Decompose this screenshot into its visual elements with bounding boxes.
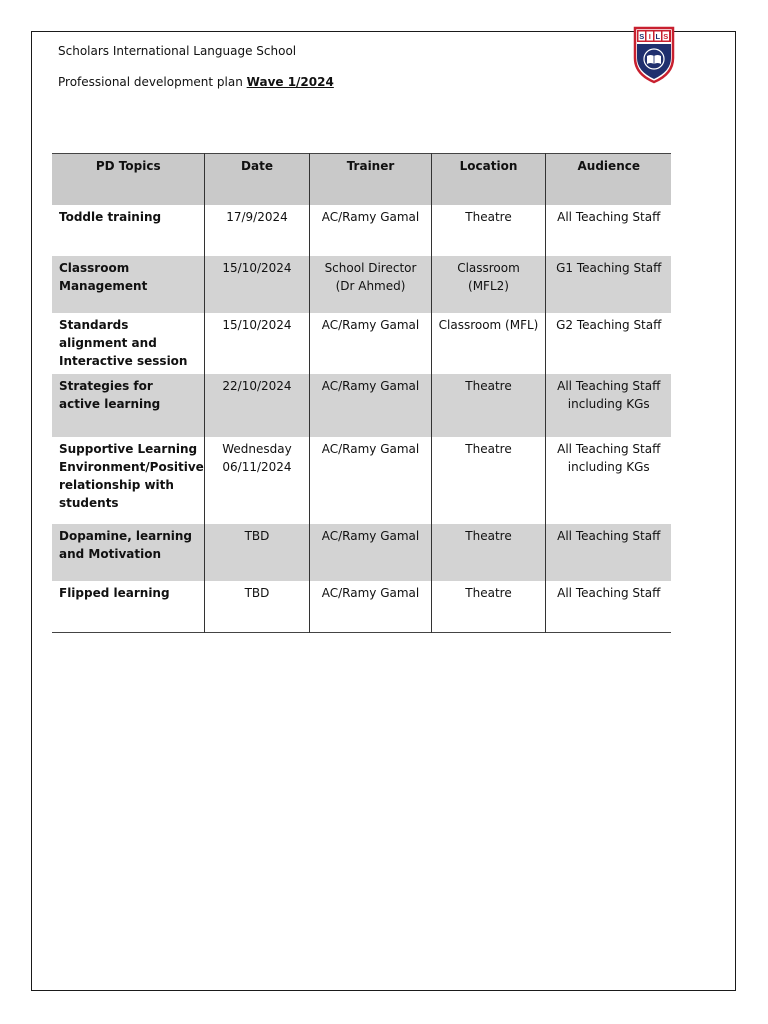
audience-cell: All Teaching Staff including KGs xyxy=(545,437,671,524)
table-row xyxy=(52,256,671,313)
plan-title xyxy=(58,75,334,89)
trainer-cell: AC/Ramy Gamal xyxy=(309,374,431,437)
column-header-topics: PD Topics xyxy=(52,154,204,206)
plan-prefix: Professional development plan xyxy=(58,75,243,89)
trainer-cell: AC/Ramy Gamal xyxy=(309,581,431,633)
pd-plan-table xyxy=(52,153,671,633)
topic-cell: Classroom Management xyxy=(52,256,204,313)
column-header-trainer: Trainer xyxy=(309,154,431,206)
location-cell: Theatre xyxy=(431,205,545,256)
column-header-audience: Audience xyxy=(545,154,671,206)
column-header-date: Date xyxy=(204,154,309,206)
topic-cell: Toddle training xyxy=(59,210,162,224)
date-cell: 15/10/2024 xyxy=(204,313,309,374)
location-cell: Theatre xyxy=(431,581,545,633)
audience-cell: G1 Teaching Staff xyxy=(545,256,671,313)
table-row xyxy=(52,374,671,437)
school-logo-icon xyxy=(632,24,676,84)
table-row xyxy=(52,205,671,256)
trainer-cell: AC/Ramy Gamal xyxy=(309,524,431,581)
date-cell: 22/10/2024 xyxy=(204,374,309,437)
trainer-cell: AC/Ramy Gamal xyxy=(309,437,431,524)
logo-letter: L xyxy=(655,32,661,42)
topic-cell: Standards alignment and Interactive session xyxy=(59,318,188,368)
table-row xyxy=(52,581,671,633)
table-row xyxy=(52,437,671,524)
logo-letter: S xyxy=(663,32,669,42)
location-cell: Theatre xyxy=(431,524,545,581)
audience-cell: All Teaching Staff including KGs xyxy=(545,374,671,437)
table-header-row xyxy=(52,154,671,206)
date-cell: 15/10/2024 xyxy=(204,256,309,313)
school-name: Scholars International Language School xyxy=(58,44,297,58)
topic-cell: Strategies for active learning xyxy=(52,374,204,437)
location-cell: Theatre xyxy=(431,437,545,524)
audience-cell: All Teaching Staff xyxy=(545,524,671,581)
date-cell: 17/9/2024 xyxy=(204,205,309,256)
trainer-cell: AC/Ramy Gamal xyxy=(309,313,431,374)
topic-cell: Dopamine, learning and Motivation xyxy=(52,524,204,581)
location-cell: Theatre xyxy=(431,374,545,437)
date-cell: TBD xyxy=(204,581,309,633)
audience-cell: All Teaching Staff xyxy=(545,205,671,256)
audience-cell: G2 Teaching Staff xyxy=(545,313,671,374)
date-cell: Wednesday 06/11/2024 xyxy=(204,437,309,524)
table-row xyxy=(52,313,671,374)
trainer-cell: School Director (Dr Ahmed) xyxy=(309,256,431,313)
audience-cell: All Teaching Staff xyxy=(545,581,671,633)
column-header-location: Location xyxy=(431,154,545,206)
logo-letter: I xyxy=(648,32,651,42)
location-cell: Classroom (MFL2) xyxy=(431,256,545,313)
location-cell: Classroom (MFL) xyxy=(431,313,545,374)
topic-cell: Supportive Learning Environment/Positive relationship with students xyxy=(59,442,204,510)
table-row xyxy=(52,524,671,581)
logo-letter: S xyxy=(639,32,645,42)
trainer-cell: AC/Ramy Gamal xyxy=(309,205,431,256)
date-cell: TBD xyxy=(204,524,309,581)
topic-cell: Flipped learning xyxy=(59,586,170,600)
plan-wave: Wave 1/2024 xyxy=(246,75,334,89)
